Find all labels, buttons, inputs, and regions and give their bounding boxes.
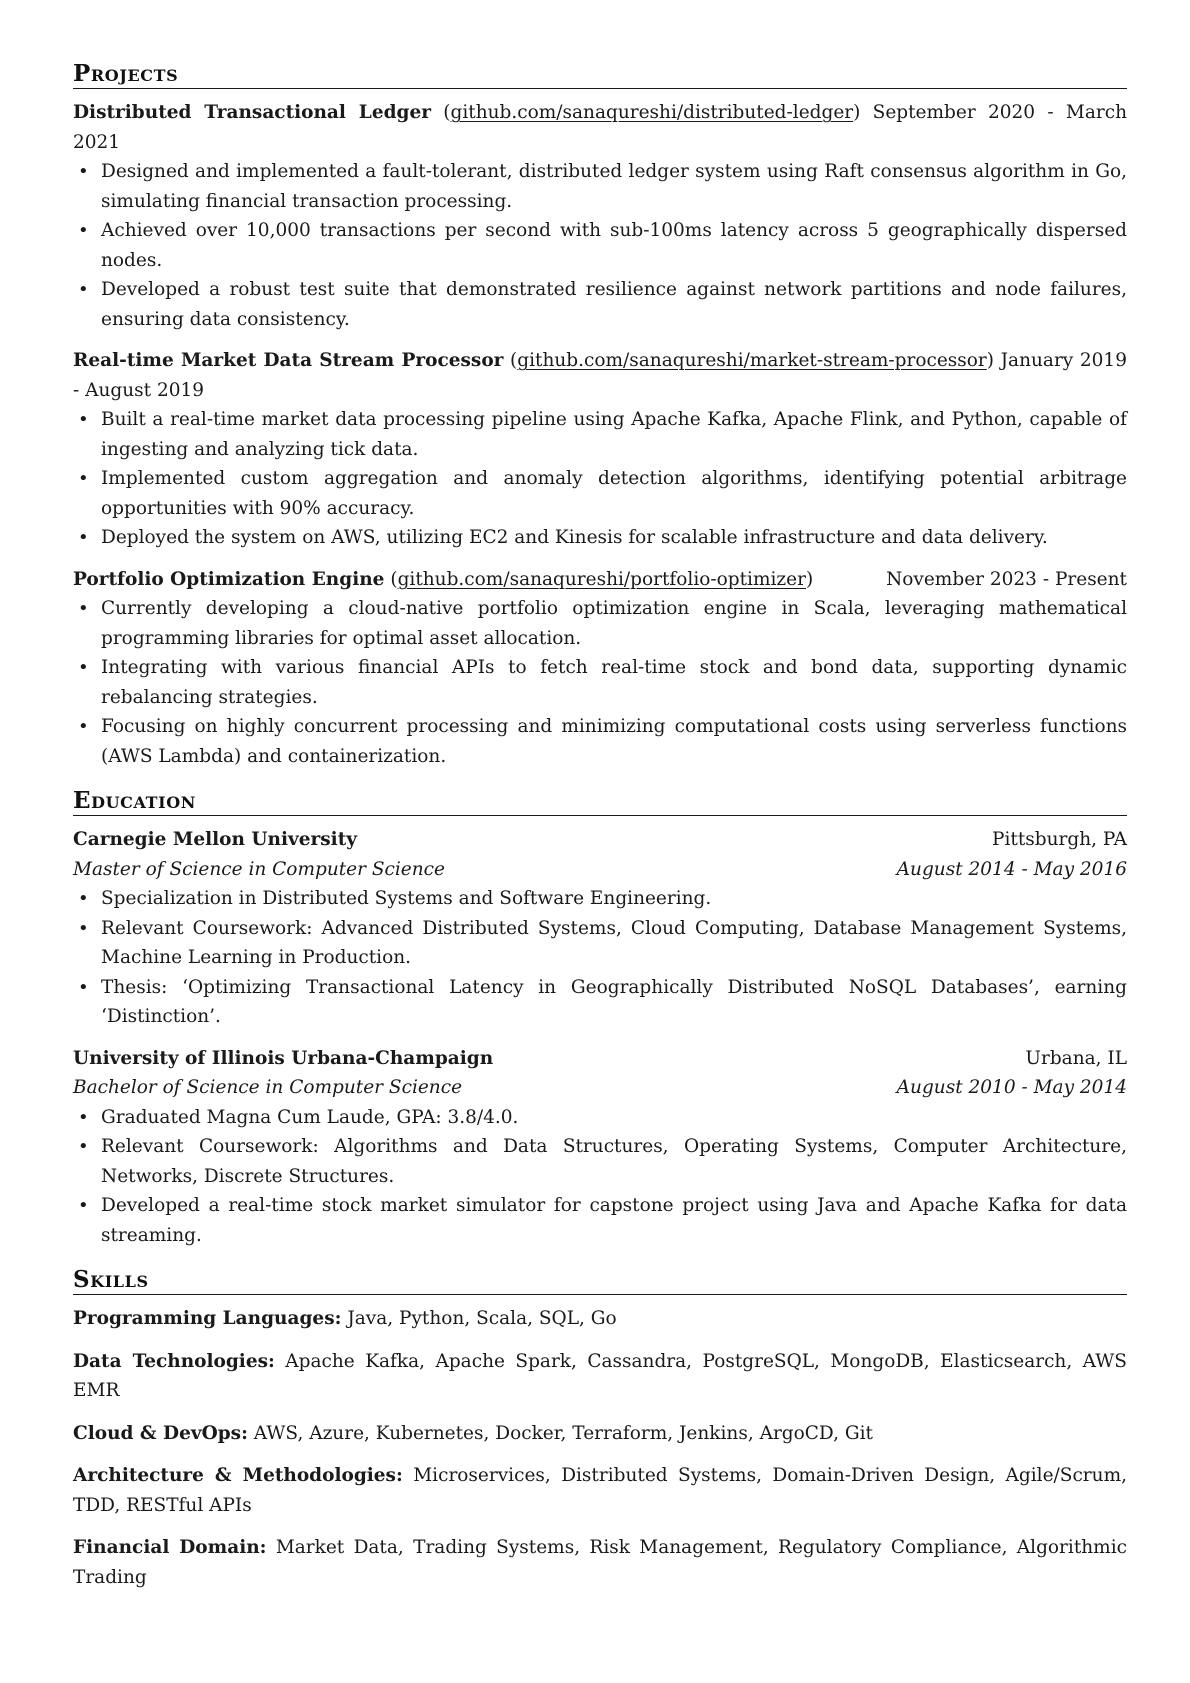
skills-section xyxy=(73,1268,1127,1592)
bullet-item xyxy=(73,464,1127,523)
skill-label: Architecture & Methodologies: xyxy=(73,1465,403,1486)
skill-value: Java, Python, Scala, SQL, Go xyxy=(341,1308,617,1329)
paren-close: ) xyxy=(805,568,814,590)
bullet-text: Thesis: ‘Optimizing Transactional Latency in Geographically Distributed NoSQL Databases’, earning ‘Distinction’. xyxy=(101,976,1127,1027)
education-bullets xyxy=(73,1103,1127,1251)
bullet-text: Deployed the system on AWS, utilizing EC2 and Kinesis for scalable infrastructure and data delivery. xyxy=(101,527,1048,548)
skill-row xyxy=(73,1419,1127,1449)
paren-close: ) xyxy=(853,102,861,123)
skill-row xyxy=(73,1461,1127,1520)
project-name: Distributed Transactional Ledger xyxy=(73,102,431,123)
skill-label: Cloud & DevOps: xyxy=(73,1422,248,1444)
degree-name: Bachelor of Science in Computer Science xyxy=(73,1077,463,1098)
project-bullets xyxy=(73,405,1127,553)
education-bullets xyxy=(73,884,1127,1032)
bullet-item xyxy=(73,1103,1127,1133)
bullet-text: Built a real-time market data processing pipeline using Apache Kafka, Apache Flink, and Python, capable of ingesting and analyzing tick data. xyxy=(101,409,1127,460)
bullet-text: Currently developing a cloud-native portfolio optimization engine in Scala, leveraging mathematical programming libraries for optimal asset allocation. xyxy=(101,598,1127,649)
bullet-icon: • xyxy=(78,1106,89,1128)
project-link[interactable]: github.com/sanaqureshi/distributed-ledger xyxy=(450,102,854,123)
project-entry xyxy=(73,346,1127,553)
bullet-icon: • xyxy=(78,220,89,241)
bullet-icon: • xyxy=(78,888,89,909)
bullet-item xyxy=(73,1191,1127,1250)
education-header xyxy=(73,1044,1127,1074)
degree-name: Master of Science in Computer Science xyxy=(73,858,445,880)
bullet-item xyxy=(73,157,1127,216)
bullet-item xyxy=(73,594,1127,653)
school-location: Pittsburgh, PA xyxy=(992,829,1127,850)
bullet-icon: • xyxy=(78,716,89,737)
bullet-icon: • xyxy=(78,468,89,489)
degree-row xyxy=(73,855,1127,885)
bullet-text: Implemented custom aggregation and anomaly detection algorithms, identifying potential arbitrage opportunities with 90% accuracy. xyxy=(101,468,1127,519)
bullet-item xyxy=(73,1132,1127,1191)
skill-value: AWS, Azure, Kubernetes, Docker, Terraform, Jenkins, ArgoCD, Git xyxy=(247,1422,873,1444)
project-entry xyxy=(73,98,1127,334)
skill-value: Apache Kafka, Apache Spark, Cassandra, PostgreSQL, MongoDB, Elasticsearch, AWS EMR xyxy=(73,1350,1127,1401)
paren-close: ) xyxy=(986,350,994,371)
project-dates: January 2019 - August 2019 xyxy=(73,350,1127,401)
project-entry xyxy=(73,565,1127,772)
bullet-item xyxy=(73,216,1127,275)
project-link[interactable]: github.com/sanaqureshi/market-stream-processor xyxy=(517,350,987,371)
education-header xyxy=(73,825,1127,855)
bullet-item xyxy=(73,914,1127,973)
project-header xyxy=(73,98,1127,157)
bullet-icon: • xyxy=(78,279,89,300)
paren-open: ( xyxy=(503,350,518,371)
project-dates: September 2020 - March 2021 xyxy=(73,102,1127,153)
skill-row xyxy=(73,1304,1127,1334)
education-heading: Education xyxy=(73,789,1127,816)
projects-section xyxy=(73,62,1127,771)
degree-row xyxy=(73,1073,1127,1103)
project-header xyxy=(73,565,1127,595)
bullet-item xyxy=(73,275,1127,334)
projects-heading: Projects xyxy=(73,62,1127,89)
degree-dates: August 2010 - May 2014 xyxy=(896,1077,1127,1098)
project-name: Real-time Market Data Stream Processor xyxy=(73,350,504,371)
project-title-group xyxy=(73,565,813,595)
bullet-text: Specialization in Distributed Systems and Software Engineering. xyxy=(101,888,712,909)
education-section xyxy=(73,789,1127,1250)
bullet-text: Integrating with various financial APIs to fetch real-time stock and bond data, supporting dynamic rebalancing strategies. xyxy=(101,657,1127,708)
education-entry xyxy=(73,825,1127,1032)
bullet-icon: • xyxy=(78,1136,89,1157)
paren-open: ( xyxy=(430,102,451,123)
bullet-text: Focusing on highly concurrent processing and minimizing computational costs using serverless functions (AWS Lambda) and containerization. xyxy=(101,716,1127,767)
bullet-item xyxy=(73,884,1127,914)
skill-row xyxy=(73,1347,1127,1406)
bullet-text: Designed and implemented a fault-tolerant, distributed ledger system using Raft consensus algorithm in Go, simulating financial transaction processing. xyxy=(101,161,1127,212)
bullet-icon: • xyxy=(78,657,89,678)
school-location: Urbana, IL xyxy=(1025,1047,1127,1069)
skill-value: Microservices, Distributed Systems, Domain-Driven Design, Agile/Scrum, TDD, RESTful APIs xyxy=(73,1465,1127,1516)
bullet-text: Developed a real-time stock market simulator for capstone project using Java and Apache Kafka for data streaming. xyxy=(101,1195,1127,1246)
bullet-text: Relevant Coursework: Advanced Distributed Systems, Cloud Computing, Database Management Systems, Machine Learning in Production. xyxy=(101,917,1127,968)
bullet-icon: • xyxy=(78,976,89,998)
bullet-icon: • xyxy=(78,409,89,430)
bullet-item xyxy=(73,523,1127,553)
resume-page xyxy=(73,62,1127,1610)
skill-value: Market Data, Trading Systems, Risk Management, Regulatory Compliance, Algorithmic Trading xyxy=(73,1537,1127,1588)
bullet-text: Graduated Magna Cum Laude, GPA: 3.8/4.0. xyxy=(101,1106,519,1128)
project-bullets xyxy=(73,157,1127,334)
bullet-icon: • xyxy=(78,527,89,548)
bullet-item xyxy=(73,712,1127,771)
project-header xyxy=(73,346,1127,405)
project-name: Portfolio Optimization Engine xyxy=(73,568,385,590)
project-dates: November 2023 - Present xyxy=(886,568,1127,590)
skill-row xyxy=(73,1533,1127,1592)
bullet-item xyxy=(73,653,1127,712)
school-name: Carnegie Mellon University xyxy=(73,829,358,850)
project-bullets xyxy=(73,594,1127,771)
project-link[interactable]: github.com/sanaqureshi/portfolio-optimizer xyxy=(397,568,806,590)
bullet-icon: • xyxy=(78,917,89,939)
skills-heading: Skills xyxy=(73,1268,1127,1295)
education-entry xyxy=(73,1044,1127,1251)
skill-label: Financial Domain: xyxy=(73,1537,267,1558)
bullet-item xyxy=(73,973,1127,1032)
skill-label: Data Technologies: xyxy=(73,1350,275,1372)
bullet-text: Achieved over 10,000 transactions per second with sub-100ms latency across 5 geographically dispersed nodes. xyxy=(101,220,1127,271)
paren-open: ( xyxy=(384,568,398,590)
bullet-text: Developed a robust test suite that demonstrated resilience against network partitions and node failures, ensuring data consistency. xyxy=(101,279,1127,330)
bullet-item xyxy=(73,405,1127,464)
skill-label: Programming Languages: xyxy=(73,1308,342,1329)
bullet-icon: • xyxy=(78,598,89,619)
degree-dates: August 2014 - May 2016 xyxy=(896,858,1127,880)
bullet-text: Relevant Coursework: Algorithms and Data Structures, Operating Systems, Computer Architecture, Networks, Discrete Structures. xyxy=(101,1136,1127,1187)
bullet-icon: • xyxy=(78,161,89,182)
bullet-icon: • xyxy=(78,1195,89,1216)
school-name: University of Illinois Urbana-Champaign xyxy=(73,1047,494,1069)
